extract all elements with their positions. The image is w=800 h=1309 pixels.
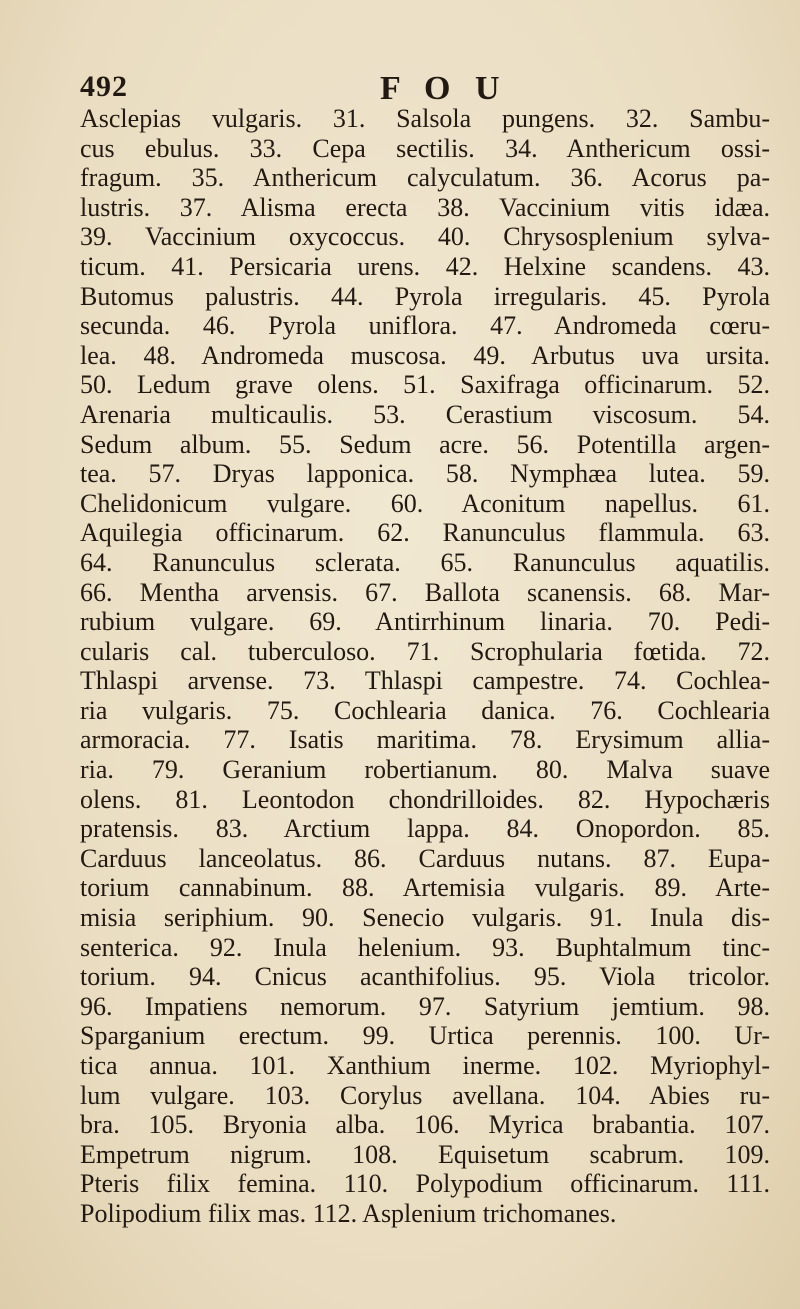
text-line: Butomus palustris. 44. Pyrola irregularis. 45. Pyrola: [80, 281, 770, 311]
text-line: Pteris filix femina. 110. Polypodium officinarum. 111.: [80, 1169, 770, 1199]
text-line: ria vulgaris. 75. Cochlearia danica. 76. Cochlearia: [80, 695, 770, 725]
running-head: F O U: [380, 70, 508, 107]
text-line: misia seriphium. 90. Senecio vulgaris. 91. Inula dis-: [80, 903, 770, 933]
text-line: ria. 79. Geranium robertianum. 80. Malva suave: [80, 755, 770, 785]
text-line: bra. 105. Bryonia alba. 106. Myrica brabantia. 107.: [80, 1110, 770, 1140]
text-line: 96. Impatiens nemorum. 97. Satyrium jemtium. 98.: [80, 991, 770, 1021]
text-line: Sedum album. 55. Sedum acre. 56. Potentilla argen-: [80, 429, 770, 459]
text-line: Thlaspi arvense. 73. Thlaspi campestre. 74. Cochlea-: [80, 666, 770, 696]
text-line: 39. Vaccinium oxycoccus. 40. Chrysosplenium sylva-: [80, 222, 770, 252]
text-line: armoracia. 77. Isatis maritima. 78. Erysimum allia-: [80, 725, 770, 755]
text-line: tica annua. 101. Xanthium inerme. 102. Myriophyl-: [80, 1051, 770, 1080]
text-line: Arenaria multicaulis. 53. Cerastium viscosum. 54.: [80, 399, 770, 429]
text-line: olens. 81. Leontodon chondrilloides. 82. Hypochæris: [80, 784, 770, 814]
text-line: 64. Ranunculus sclerata. 65. Ranunculus aquatilis.: [80, 547, 770, 577]
text-line: Empetrum nigrum. 108. Equisetum scabrum. 109.: [80, 1139, 770, 1169]
text-line: senterica. 92. Inula helenium. 93. Buphtalmum tinc-: [80, 932, 770, 962]
text-line: rubium vulgare. 69. Antirrhinum linaria. 70. Pedi-: [80, 607, 770, 637]
text-line: pratensis. 83. Arctium lappa. 84. Onopordon. 85.: [80, 814, 770, 844]
text-line: tea. 57. Dryas lapponica. 58. Nymphæa lutea. 59.: [80, 459, 770, 489]
text-line: torium. 94. Cnicus acanthifolius. 95. Viola tricolor.: [80, 962, 770, 992]
text-line: lustris. 37. Alisma erecta 38. Vaccinium vitis idæa.: [80, 192, 770, 222]
text-line: fragum. 35. Anthericum calyculatum. 36. Acorus pa-: [80, 163, 770, 193]
text-line: Chelidonicum vulgare. 60. Aconitum napellus. 61.: [80, 488, 770, 518]
text-line: Sparganium erectum. 99. Urtica perennis. 100. Ur-: [80, 1021, 770, 1051]
text-line: cularis cal. tuberculoso. 71. Scrophularia fœtida. 72.: [80, 636, 770, 666]
page-number: 492: [80, 70, 128, 103]
text-line: ticum. 41. Persicaria urens. 42. Helxine scandens. 43.: [80, 251, 770, 281]
text-line: 50. Ledum grave olens. 51. Saxifraga officinarum. 52.: [80, 370, 770, 400]
text-line: Aquilegia officinarum. 62. Ranunculus flammula. 63.: [80, 518, 770, 548]
text-line: torium cannabinum. 88. Artemisia vulgaris. 89. Arte-: [80, 873, 770, 903]
text-line: lea. 48. Andromeda muscosa. 49. Arbutus uva ursita.: [80, 340, 770, 370]
text-line: Carduus lanceolatus. 86. Carduus nutans. 87. Eupa-: [80, 843, 770, 873]
text-line: 66. Mentha arvensis. 67. Ballota scanensis. 68. Mar-: [80, 577, 770, 607]
text-line: cus ebulus. 33. Cepa sectilis. 34. Anthericum ossi-: [80, 133, 770, 163]
text-line: Asclepias vulgaris. 31. Salsola pungens. 32. Sambu-: [80, 104, 770, 133]
text-line: Polipodium filix mas. 112. Asplenium trichomanes.: [80, 1198, 617, 1228]
text-line: lum vulgare. 103. Corylus avellana. 104. Abies ru-: [80, 1080, 770, 1110]
body-text: [80, 104, 770, 1229]
text-line: secunda. 46. Pyrola uniflora. 47. Andromeda cœru-: [80, 311, 770, 341]
